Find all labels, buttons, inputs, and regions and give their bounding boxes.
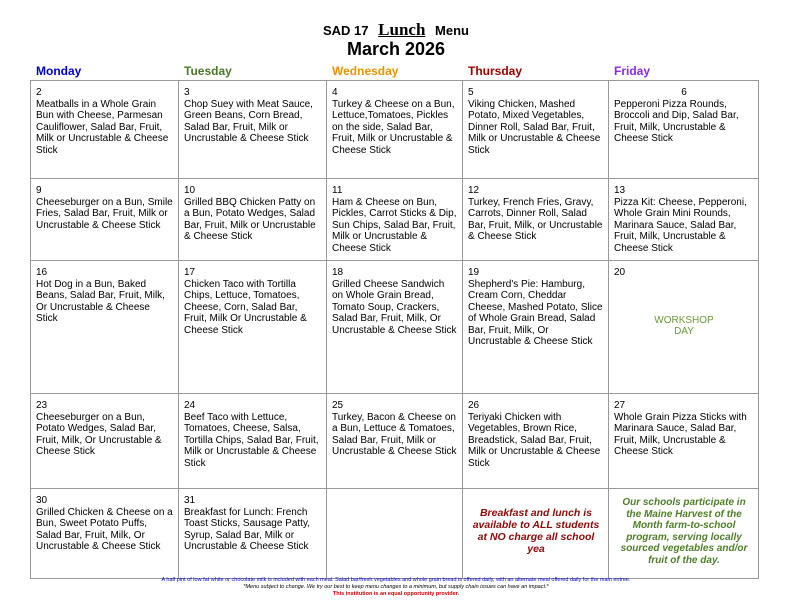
week-row (31, 394, 759, 489)
menu-text: Chop Suey with Meat Sauce, Green Beans, Corn Bread, Salad Bar, Fruit, Milk or Uncrustable & Cheese Stick (184, 98, 313, 144)
day-cell (31, 81, 179, 179)
menu-title (0, 20, 792, 40)
day-number: 9 (36, 185, 42, 196)
menu-text: Grilled Cheese Sandwich on Whole Grain Bread, Tomato Soup, Crackers, Salad Bar, Fruit, Milk, Or Uncrustable & Cheese Stick (332, 278, 457, 336)
equal-opportunity-note: This institution is an equal opportunity provider. (332, 591, 460, 597)
menu-text: Cheeseburger on a Bun, Smile Fries, Salad Bar, Fruit, Milk or Uncrustable & Cheese Stick (36, 196, 173, 231)
menu-text: Pizza Kit: Cheese, Pepperoni, Whole Grain Mini Rounds, Marinara Sauce, Salad Bar, Fruit, Milk, Uncrustable & Cheese Stick (614, 196, 747, 254)
day-cell (31, 489, 179, 579)
day-number: 30 (36, 495, 48, 506)
week-row (31, 489, 759, 579)
free-meals-note: Breakfast and lunch is available to ALL students at NO charge all school yea (463, 489, 609, 579)
day-monday: Monday (36, 64, 82, 78)
menu-text: Hot Dog in a Bun, Baked Beans, Salad Bar, Fruit, Milk, Or Uncrustable & Cheese Stick (36, 278, 165, 324)
day-cell (327, 179, 463, 261)
workshop-day-label: WORKSHOP DAY (654, 314, 714, 337)
day-cell (609, 394, 759, 489)
day-cell (327, 81, 463, 179)
day-number: 17 (184, 267, 196, 278)
menu-text: Turkey & Cheese on a Bun, Lettuce,Tomatoes, Pickles on the side, Salad Bar, Fruit, Milk or Uncrustable & Cheese Stick (332, 98, 455, 156)
day-number: 11 (332, 185, 343, 196)
menu-text: Cheeseburger on a Bun, Potato Wedges, Salad Bar, Fruit, Milk, Or Uncrustable & Cheese Stick (36, 411, 162, 457)
week-row (31, 261, 759, 394)
week-row (31, 179, 759, 261)
menu-label: Menu (435, 23, 469, 38)
meal-name: Lunch (378, 20, 426, 39)
harvest-note: Our schools participate in the Maine Harvest of the Month farm-to-school program, serving locally sourced vegetables and/or fruit of the day. (609, 489, 759, 579)
day-wednesday: Wednesday (332, 64, 399, 78)
day-cell (463, 81, 609, 179)
day-cell (327, 261, 463, 394)
day-cell (31, 261, 179, 394)
day-cell (179, 261, 327, 394)
day-number: 10 (184, 185, 196, 196)
menu-text: Grilled BBQ Chicken Patty on a Bun, Potato Wedges, Salad Bar, Fruit, Milk or Uncrustable & Cheese Stick (184, 196, 316, 242)
menu-text: Ham & Cheese on Bun, Pickles, Carrot Sticks & Dip, Sun Chips, Salad Bar, Fruit, Milk or Uncrustable & Cheese Stick (332, 196, 457, 254)
day-number: 18 (332, 267, 344, 278)
milk-note: A half pint of low fat white or chocolate milk is included with each meal. Salad bar/fresh vegetables and whole grain bread is offered daily, with an alternate meal offered daily for the main entree. (161, 577, 631, 583)
day-number: 19 (468, 267, 480, 278)
day-number: 26 (468, 400, 480, 411)
day-cell (179, 489, 327, 579)
day-number: 23 (36, 400, 48, 411)
day-cell (463, 261, 609, 394)
menu-text: Pepperoni Pizza Rounds, Broccoli and Dip, Salad Bar, Fruit, Milk, Uncrustable & Cheese Stick (614, 98, 739, 144)
district-name: SAD 17 (323, 23, 369, 38)
menu-text: Grilled Chicken & Cheese on a Bun, Sweet Potato Puffs, Salad Bar, Fruit, Milk, Or Uncrustable & Cheese Stick (36, 506, 173, 552)
day-tuesday: Tuesday (184, 64, 232, 78)
day-number: 4 (332, 87, 338, 98)
menu-text: Viking Chicken, Mashed Potato, Mixed Vegetables, Dinner Roll, Salad Bar, Fruit, Milk or Uncrustable & Cheese Stick (468, 98, 601, 156)
menu-text: Chicken Taco with Tortilla Chips, Lettuce, Tomatoes, Cheese, Corn, Salad Bar, Fruit, Milk Or Uncrustable & Cheese Stick (184, 278, 307, 336)
day-number: 12 (468, 185, 480, 196)
day-number: 20 (614, 267, 626, 278)
day-number: 25 (332, 400, 344, 411)
day-cell (179, 394, 327, 489)
day-cell (327, 489, 463, 579)
month-title: March 2026 (346, 39, 446, 59)
day-number: 31 (184, 495, 196, 506)
menu-calendar (30, 80, 759, 579)
menu-text: Breakfast for Lunch: French Toast Sticks, Sausage Patty, Syrup, Salad Bar, Milk or Uncrustable & Cheese Stick (184, 506, 310, 552)
menu-text: Teriyaki Chicken with Vegetables, Brown Rice, Breadstick, Salad Bar, Fruit, Milk or Uncrustable & Cheese Stick (468, 411, 601, 469)
menu-text: Beef Taco with Lettuce, Tomatoes, Cheese, Salsa, Tortilla Chips, Salad Bar, Fruit, Milk or Uncrustable & Cheese Stick (184, 411, 319, 469)
day-cell (179, 179, 327, 261)
day-cell (31, 179, 179, 261)
menu-text: Turkey, French Fries, Gravy, Carrots, Dinner Roll, Salad Bar, Fruit, Milk, or Uncrustable & Cheese Stick (468, 196, 603, 242)
menu-text: Shepherd's Pie: Hamburg, Cream Corn, Cheddar Cheese, Mashed Potato, Slice of Whole Grain Bread, Salad Bar, Fruit, Milk, Or Uncrustable & Cheese Stick (468, 278, 603, 347)
week-row (31, 81, 759, 179)
day-cell (327, 394, 463, 489)
menu-text: Meatballs in a Whole Grain Bun with Cheese, Parmesan Cauliflower, Salad Bar, Fruit, Milk or Uncrustable & Cheese Stick (36, 98, 169, 156)
day-thursday: Thursday (468, 64, 523, 78)
day-friday: Friday (614, 64, 651, 78)
day-cell (179, 81, 327, 179)
day-cell (609, 179, 759, 261)
day-cell (609, 81, 759, 179)
menu-text: Whole Grain Pizza Sticks with Marinara Sauce, Salad Bar, Fruit, Milk, Uncrustable & Cheese Stick (614, 411, 747, 457)
change-note: *Menu subject to change. We try our best to keep menu changes to a minimum, but supply chain issues can have an impact.* (243, 584, 549, 590)
day-cell (463, 394, 609, 489)
day-number: 27 (614, 400, 626, 411)
day-cell (463, 179, 609, 261)
weekday-header (30, 64, 757, 78)
day-number: 2 (36, 87, 42, 98)
menu-text: Turkey, Bacon & Cheese on a Bun, Lettuce & Tomatoes, Salad Bar, Fruit, Milk or Uncrustable & Cheese Stick (332, 411, 457, 457)
day-number: 6 (681, 87, 687, 98)
day-number: 5 (468, 87, 474, 98)
day-cell (609, 261, 759, 394)
day-number: 13 (614, 185, 626, 196)
day-number: 3 (184, 87, 190, 98)
day-number: 16 (36, 267, 48, 278)
day-number: 24 (184, 400, 196, 411)
day-cell (31, 394, 179, 489)
